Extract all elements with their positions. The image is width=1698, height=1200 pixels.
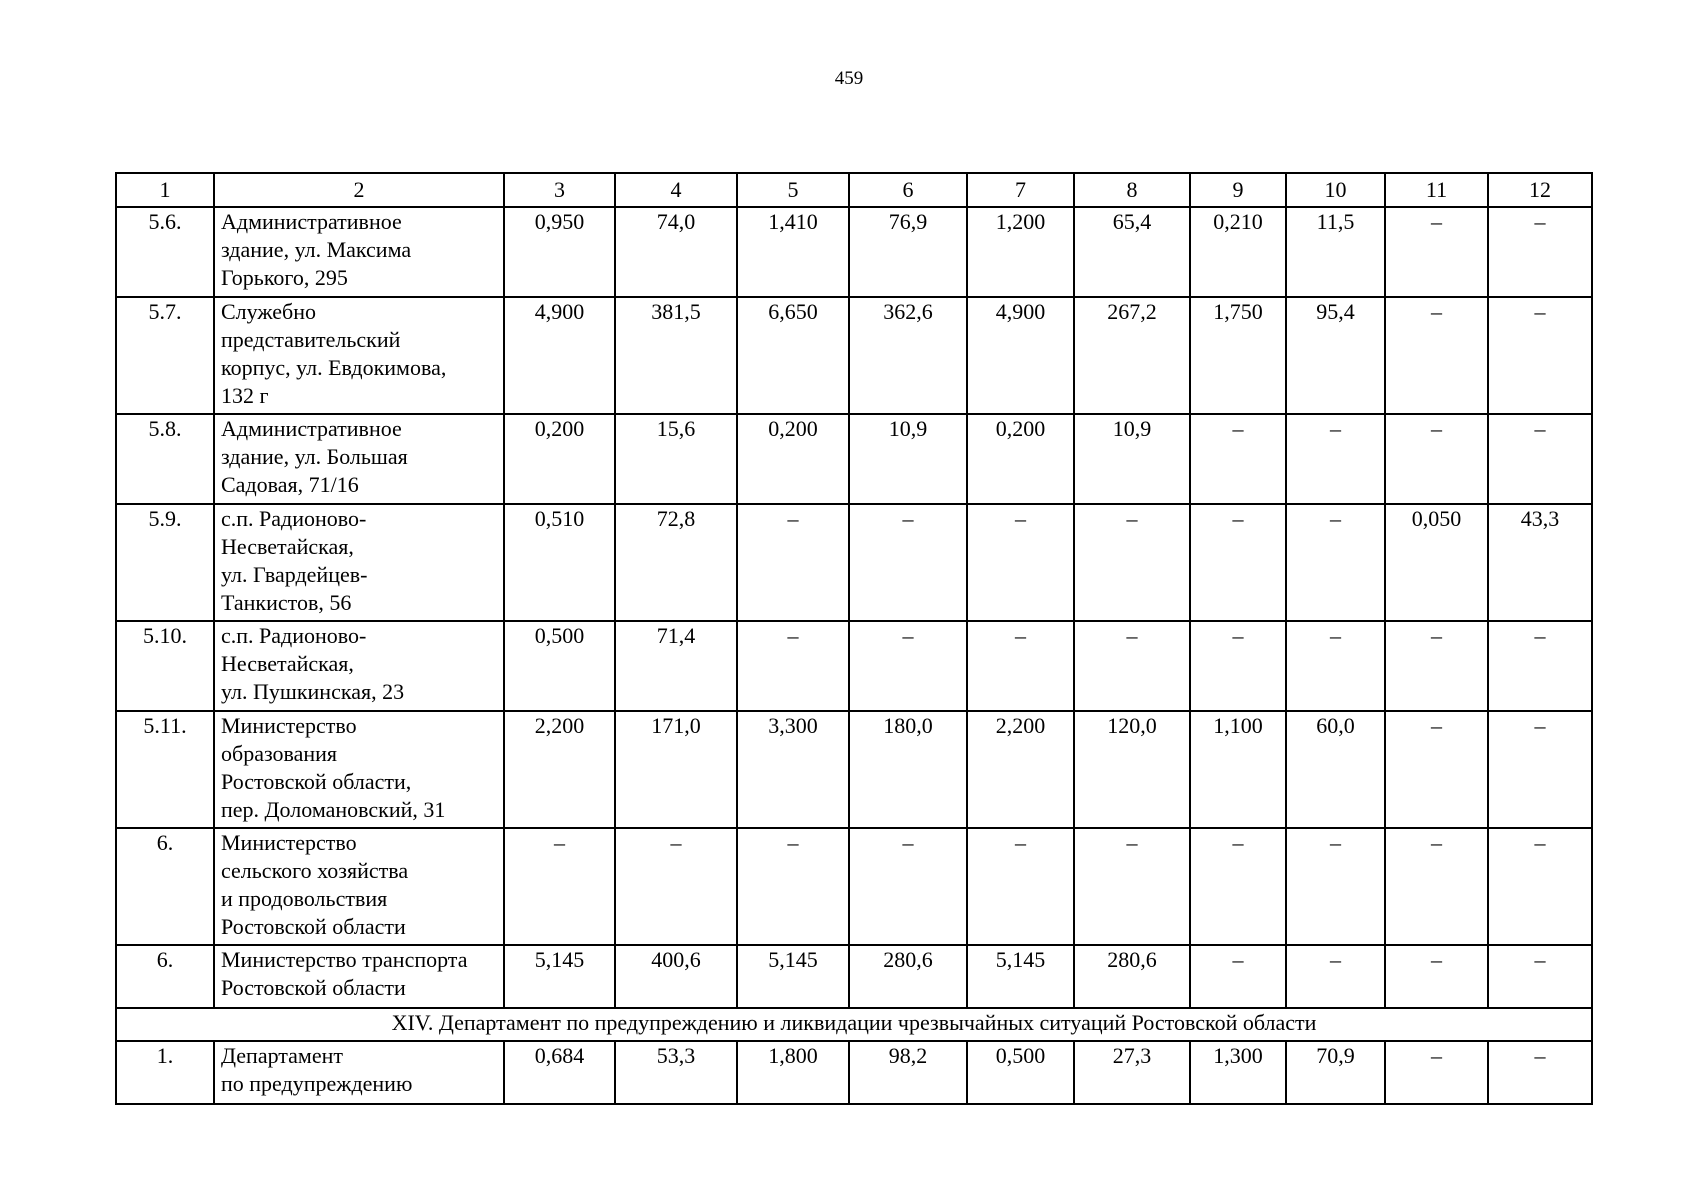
cell-value-col-3: 0,200	[504, 414, 615, 504]
row-name-line: Садовая, 71/16	[221, 472, 359, 497]
cell-value-col-5: 1,410	[737, 207, 849, 297]
row-name-line: ул. Гвардейцев-	[221, 562, 368, 587]
cell-value-col-3: 0,500	[504, 621, 615, 711]
row-name	[214, 711, 504, 828]
row-name-line: Министерство	[221, 713, 357, 738]
row-number: 6.	[116, 828, 214, 945]
cell-value-col-5: –	[737, 828, 849, 945]
table-row	[116, 621, 1592, 711]
column-header: 11	[1385, 173, 1488, 207]
row-number: 6.	[116, 945, 214, 1008]
row-name-line: пер. Доломановский, 31	[221, 797, 446, 822]
cell-value-col-12: –	[1488, 1041, 1592, 1104]
row-name-line: Министерство транспорта	[221, 947, 468, 972]
cell-value-col-10: –	[1286, 414, 1385, 504]
cell-value-col-4: 381,5	[615, 297, 737, 414]
row-name-line: Ростовской области	[221, 914, 406, 939]
column-header: 8	[1074, 173, 1190, 207]
row-name-line: Министерство	[221, 830, 357, 855]
cell-value-col-10: –	[1286, 828, 1385, 945]
row-name-line: сельского хозяйства	[221, 858, 409, 883]
table-row	[116, 945, 1592, 1008]
cell-value-col-8: 65,4	[1074, 207, 1190, 297]
row-name	[214, 504, 504, 621]
row-name-line: Департамент	[221, 1043, 344, 1068]
cell-value-col-6: 10,9	[849, 414, 967, 504]
cell-value-col-7: 1,200	[967, 207, 1074, 297]
cell-value-col-9: –	[1190, 504, 1286, 621]
cell-value-col-12: –	[1488, 414, 1592, 504]
cell-value-col-12: –	[1488, 711, 1592, 828]
cell-value-col-9: 1,750	[1190, 297, 1286, 414]
cell-value-col-3: 4,900	[504, 297, 615, 414]
cell-value-col-5: –	[737, 621, 849, 711]
cell-value-col-5: 6,650	[737, 297, 849, 414]
row-name	[214, 621, 504, 711]
cell-value-col-6: –	[849, 828, 967, 945]
table-row	[116, 297, 1592, 414]
row-name-line: по предупреждению	[221, 1071, 413, 1096]
row-name-line: Ростовской области	[221, 975, 406, 1000]
table-row	[116, 207, 1592, 297]
cell-value-col-4: 71,4	[615, 621, 737, 711]
cell-value-col-4: 53,3	[615, 1041, 737, 1104]
cell-value-col-6: 280,6	[849, 945, 967, 1008]
cell-value-col-4: 74,0	[615, 207, 737, 297]
column-header: 5	[737, 173, 849, 207]
row-name-line: образования	[221, 741, 338, 766]
cell-value-col-6: 76,9	[849, 207, 967, 297]
page-number: 459	[834, 68, 864, 89]
section-heading-row	[116, 1008, 1592, 1041]
cell-value-col-12: –	[1488, 828, 1592, 945]
table-row	[116, 711, 1592, 828]
column-header: 7	[967, 173, 1074, 207]
cell-value-col-10: 70,9	[1286, 1041, 1385, 1104]
cell-value-col-5: –	[737, 504, 849, 621]
cell-value-col-6: –	[849, 504, 967, 621]
cell-value-col-7: 2,200	[967, 711, 1074, 828]
section-heading: XIV. Департамент по предупреждению и ликвидации чрезвычайных ситуаций Ростовской области	[116, 1008, 1592, 1041]
row-number: 5.6.	[116, 207, 214, 297]
cell-value-col-4: 15,6	[615, 414, 737, 504]
column-number-header-row	[116, 173, 1592, 207]
cell-value-col-5: 0,200	[737, 414, 849, 504]
cell-value-col-7: –	[967, 828, 1074, 945]
cell-value-col-3: 5,145	[504, 945, 615, 1008]
row-name-line: и продовольствия	[221, 886, 388, 911]
cell-value-col-4: 171,0	[615, 711, 737, 828]
row-number: 5.8.	[116, 414, 214, 504]
column-header: 10	[1286, 173, 1385, 207]
cell-value-col-12: –	[1488, 297, 1592, 414]
cell-value-col-9: –	[1190, 414, 1286, 504]
row-name	[214, 945, 504, 1008]
row-number: 5.11.	[116, 711, 214, 828]
cell-value-col-11: –	[1385, 828, 1488, 945]
column-header: 4	[615, 173, 737, 207]
row-name-line: здание, ул. Большая	[221, 444, 408, 469]
cell-value-col-5: 3,300	[737, 711, 849, 828]
cell-value-col-10: 11,5	[1286, 207, 1385, 297]
cell-value-col-7: –	[967, 621, 1074, 711]
cell-value-col-4: –	[615, 828, 737, 945]
cell-value-col-11: –	[1385, 297, 1488, 414]
cell-value-col-6: 180,0	[849, 711, 967, 828]
row-number: 5.7.	[116, 297, 214, 414]
cell-value-col-4: 72,8	[615, 504, 737, 621]
cell-value-col-12: –	[1488, 945, 1592, 1008]
cell-value-col-7: –	[967, 504, 1074, 621]
cell-value-col-11: –	[1385, 711, 1488, 828]
table-row	[116, 414, 1592, 504]
row-name-line: Служебно	[221, 299, 317, 324]
cell-value-col-9: –	[1190, 945, 1286, 1008]
cell-value-col-8: –	[1074, 504, 1190, 621]
cell-value-col-12: 43,3	[1488, 504, 1592, 621]
table-row	[116, 504, 1592, 621]
row-name-line: здание, ул. Максима	[221, 237, 412, 262]
data-table	[115, 172, 1593, 1105]
cell-value-col-7: 0,500	[967, 1041, 1074, 1104]
cell-value-col-7: 0,200	[967, 414, 1074, 504]
row-name-line: с.п. Радионово-	[221, 623, 367, 648]
cell-value-col-11: –	[1385, 621, 1488, 711]
cell-value-col-9: –	[1190, 828, 1286, 945]
cell-value-col-10: 95,4	[1286, 297, 1385, 414]
cell-value-col-9: 1,300	[1190, 1041, 1286, 1104]
column-header: 12	[1488, 173, 1592, 207]
row-name-line: с.п. Радионово-	[221, 506, 367, 531]
row-name-line: ул. Пушкинская, 23	[221, 679, 405, 704]
cell-value-col-11: –	[1385, 207, 1488, 297]
row-name-line: корпус, ул. Евдокимова,	[221, 355, 447, 380]
table-row	[116, 828, 1592, 945]
cell-value-col-10: –	[1286, 945, 1385, 1008]
cell-value-col-6: –	[849, 621, 967, 711]
row-name-line: Несветайская,	[221, 651, 354, 676]
row-name-line: Административное	[221, 209, 402, 234]
row-number: 5.10.	[116, 621, 214, 711]
cell-value-col-10: 60,0	[1286, 711, 1385, 828]
cell-value-col-3: 0,950	[504, 207, 615, 297]
cell-value-col-7: 4,900	[967, 297, 1074, 414]
table-row	[116, 1041, 1592, 1104]
cell-value-col-9: 0,210	[1190, 207, 1286, 297]
cell-value-col-8: 267,2	[1074, 297, 1190, 414]
row-name-line: Горького, 295	[221, 265, 348, 290]
cell-value-col-12: –	[1488, 621, 1592, 711]
cell-value-col-11: –	[1385, 414, 1488, 504]
cell-value-col-6: 98,2	[849, 1041, 967, 1104]
cell-value-col-7: 5,145	[967, 945, 1074, 1008]
row-number: 1.	[116, 1041, 214, 1104]
row-number: 5.9.	[116, 504, 214, 621]
row-name	[214, 414, 504, 504]
row-name	[214, 1041, 504, 1104]
cell-value-col-11: 0,050	[1385, 504, 1488, 621]
row-name-line: Несветайская,	[221, 534, 354, 559]
cell-value-col-9: –	[1190, 621, 1286, 711]
cell-value-col-9: 1,100	[1190, 711, 1286, 828]
cell-value-col-8: –	[1074, 621, 1190, 711]
table-body	[116, 207, 1592, 1104]
column-header: 9	[1190, 173, 1286, 207]
cell-value-col-6: 362,6	[849, 297, 967, 414]
row-name	[214, 828, 504, 945]
cell-value-col-11: –	[1385, 945, 1488, 1008]
cell-value-col-4: 400,6	[615, 945, 737, 1008]
cell-value-col-8: 120,0	[1074, 711, 1190, 828]
row-name-line: Административное	[221, 416, 402, 441]
column-header: 1	[116, 173, 214, 207]
cell-value-col-8: 280,6	[1074, 945, 1190, 1008]
row-name	[214, 297, 504, 414]
cell-value-col-8: 10,9	[1074, 414, 1190, 504]
cell-value-col-8: 27,3	[1074, 1041, 1190, 1104]
cell-value-col-12: –	[1488, 207, 1592, 297]
cell-value-col-3: –	[504, 828, 615, 945]
row-name-line: Ростовской области,	[221, 769, 412, 794]
cell-value-col-3: 2,200	[504, 711, 615, 828]
cell-value-col-5: 5,145	[737, 945, 849, 1008]
row-name-line: Танкистов, 56	[221, 590, 352, 615]
cell-value-col-3: 0,684	[504, 1041, 615, 1104]
row-name-line: представительский	[221, 327, 401, 352]
cell-value-col-10: –	[1286, 504, 1385, 621]
cell-value-col-3: 0,510	[504, 504, 615, 621]
row-name-line: 132 г	[221, 383, 269, 408]
column-header: 2	[214, 173, 504, 207]
column-header: 3	[504, 173, 615, 207]
cell-value-col-11: –	[1385, 1041, 1488, 1104]
cell-value-col-5: 1,800	[737, 1041, 849, 1104]
cell-value-col-10: –	[1286, 621, 1385, 711]
cell-value-col-8: –	[1074, 828, 1190, 945]
column-header: 6	[849, 173, 967, 207]
row-name	[214, 207, 504, 297]
